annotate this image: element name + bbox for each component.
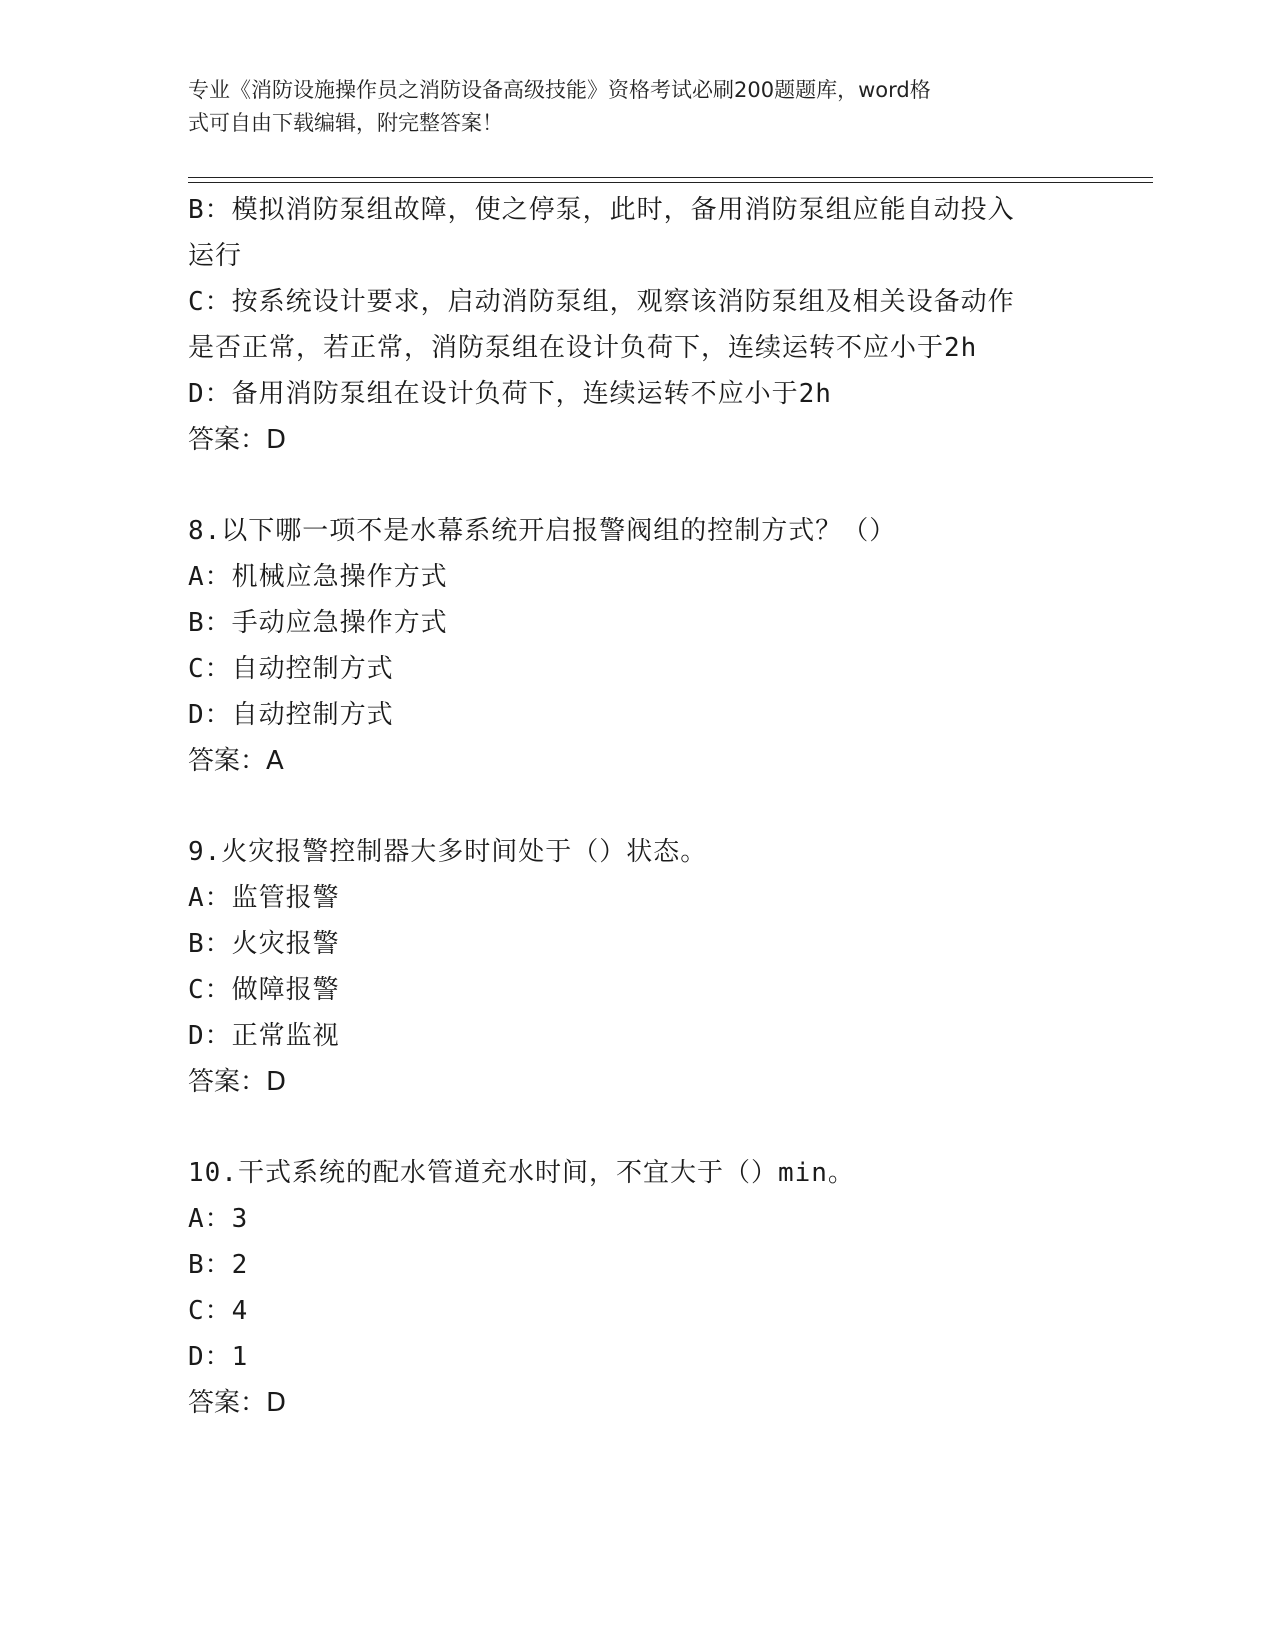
- document-header: [188, 74, 1068, 140]
- header-line-2: 式可自由下载编辑，附完整答案！: [188, 111, 503, 135]
- answer: 答案：D: [188, 1067, 287, 1097]
- option-b: B：火灾报警: [188, 929, 340, 959]
- question-text: 10.干式系统的配水管道充水时间，不宜大于（）min。: [188, 1158, 855, 1188]
- question-list: [188, 187, 1088, 1426]
- question-10: [188, 1150, 1088, 1426]
- question-text: 8.以下哪一项不是水幕系统开启报警阀组的控制方式？（）: [188, 516, 897, 546]
- option-c: C：做障报警: [188, 975, 340, 1005]
- header-divider-bottom: [188, 182, 1153, 183]
- option-b: B：模拟消防泵组故障，使之停泵，此时，备用消防泵组应能自动投入: [188, 195, 1015, 225]
- question-9: [188, 829, 1088, 1105]
- option-c-continued: 是否正常，若正常，消防泵组在设计负荷下，连续运转不应小于2h: [188, 333, 978, 363]
- spacer: [188, 784, 1088, 829]
- question-text: 9.火灾报警控制器大多时间处于（）状态。: [188, 837, 708, 867]
- option-d: D：备用消防泵组在设计负荷下，连续运转不应小于2h: [188, 379, 832, 409]
- option-a: A：机械应急操作方式: [188, 562, 448, 592]
- spacer: [188, 1105, 1088, 1150]
- option-d: D：自动控制方式: [188, 700, 394, 730]
- answer: 答案：D: [188, 425, 287, 455]
- answer: 答案：D: [188, 1388, 287, 1418]
- answer: 答案：A: [188, 746, 284, 776]
- option-c: C：自动控制方式: [188, 654, 394, 684]
- option-b-continued: 运行: [188, 241, 243, 271]
- option-d: D：正常监视: [188, 1021, 340, 1051]
- header-divider-top: [188, 177, 1153, 178]
- question-7-tail: [188, 187, 1088, 463]
- option-b: B：手动应急操作方式: [188, 608, 448, 638]
- spacer: [188, 463, 1088, 508]
- option-a: A：监管报警: [188, 883, 340, 913]
- header-line-1: 专业《消防设施操作员之消防设备高级技能》资格考试必刷200题题库，word格: [188, 78, 931, 102]
- option-b: B：2: [188, 1250, 249, 1280]
- option-a: A：3: [188, 1204, 249, 1234]
- option-c: C：4: [188, 1296, 249, 1326]
- question-8: [188, 508, 1088, 784]
- option-d: D：1: [188, 1342, 249, 1372]
- option-c: C：按系统设计要求，启动消防泵组，观察该消防泵组及相关设备动作: [188, 287, 1015, 317]
